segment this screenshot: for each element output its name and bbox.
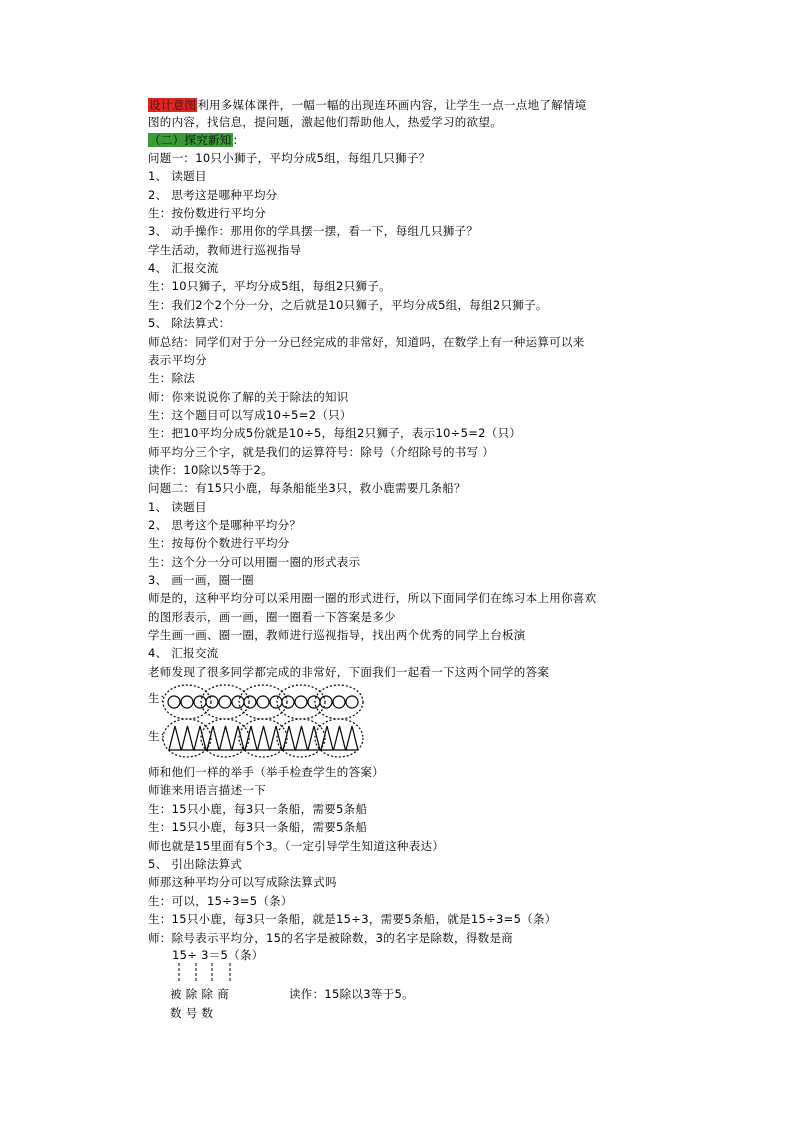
deer-triangle <box>308 726 320 750</box>
text-line: 学生画一画、圈一圈，教师进行巡视指导，找出两个优秀的同学上台板演 <box>148 628 526 643</box>
section-colon: ： <box>232 133 245 147</box>
deer-circle <box>333 696 345 708</box>
deer-circle <box>181 696 193 708</box>
text-line: 师和他们一样的举手（举手检查学生的答案） <box>148 765 384 779</box>
group-loop <box>239 685 287 719</box>
text-line: 师：你来说说你了解的关于除法的知识 <box>148 389 349 404</box>
text-line: 问题二：有15只小鹿，每条船能坐3只，救小鹿需要几条船？ <box>148 481 466 496</box>
group-loop <box>201 719 249 757</box>
equation-part-names: 被 除 除 商 <box>170 987 230 1001</box>
text-line: 学生活动，教师进行巡视指导 <box>148 242 302 257</box>
group-loop <box>315 685 363 719</box>
deer-circle <box>219 696 231 708</box>
text-line: 1、 读题目 <box>148 169 207 184</box>
equation-pointer-lines <box>172 963 242 985</box>
group-loop <box>163 685 211 719</box>
text-line: 读作：10除以5等于2。 <box>148 462 273 477</box>
deer-circle <box>194 696 206 708</box>
deer-circle <box>282 696 294 708</box>
intro-text: 利用多媒体课件，一幅一幅的出现连环画内容，让学生一点一点地了解情境 <box>197 98 587 112</box>
text-line: 老师发现了很多同学都完成的非常好，下面我们一起看一下这两个同学的答案 <box>148 664 550 679</box>
text-line: 4、 汇报交流 <box>148 646 219 661</box>
deer-triangle <box>232 726 244 750</box>
intro-label: 设计意图 <box>149 98 197 112</box>
triangle-grouping-diagram <box>160 716 370 760</box>
text-line: 表示平均分 <box>148 352 207 367</box>
deer-circle <box>320 696 332 708</box>
text-line: 2、 思考这个是哪种平均分？ <box>148 518 302 532</box>
text-line: 师谁来用语言描述一下 <box>148 783 266 798</box>
deer-triangle <box>346 726 358 750</box>
group-loop <box>277 719 325 757</box>
text-line: 师总结：同学们对于分一分已经完成的非常好，知道吗，在数学上有一种运算可以来 <box>148 334 585 349</box>
read-as: 读作：15除以3等于5。 <box>289 987 414 1001</box>
text-line: 5、 引出除法算式 <box>148 857 243 871</box>
text-line: 生：可以，15÷3=5（条） <box>148 893 293 908</box>
group-loop <box>201 685 249 719</box>
deer-circle <box>308 696 320 708</box>
text-line: 师平均分三个字，就是我们的运算符号：除号（介绍除号的书写 ） <box>148 444 495 459</box>
deer-triangle <box>194 726 206 750</box>
text-line: 2、 思考这是哪种平均分 <box>148 187 278 202</box>
text-line: 的图形表示，画一画，圈一圈看一下答案是多少 <box>148 609 396 624</box>
deer-circle <box>232 696 244 708</box>
text-line: 师是的，这种平均分可以采用圈一圈的形式进行，所以下面同学们在练习本上用你喜欢 <box>148 591 597 606</box>
text-line: 生：我们2个2个分一分，之后就是10只狮子，平均分成5组，每组2只狮子。 <box>148 297 548 312</box>
equation-part-names-row2: 数 号 数 <box>170 1006 214 1020</box>
diagram-label-2: 生： <box>148 729 172 743</box>
text-line: 生：15只小鹿，每3只一条船，需要5条船 <box>148 801 368 816</box>
deer-circle <box>270 696 282 708</box>
deer-triangle <box>270 726 282 750</box>
deer-triangle <box>258 726 270 750</box>
text-line: 生：除法 <box>148 371 196 386</box>
text-line: 师：除号表示平均分，15的名字是被除数，3的名字是除数，得数是商 <box>148 930 514 945</box>
section-label: （二）探究新知 <box>149 133 232 147</box>
deer-circle <box>206 696 218 708</box>
deer-triangle <box>220 726 232 750</box>
text-line: 生：把10平均分成5份就是10÷5，每组2只狮子，表示10÷5=2（只） <box>148 426 522 441</box>
deer-circle <box>295 696 307 708</box>
equation: 15÷ 3＝5（条） <box>172 948 264 962</box>
text-line: 师也就是15里面有5个3。（一定引导学生知道这种表达） <box>148 838 445 853</box>
text-line: 师那这种平均分可以写成除法算式吗 <box>148 875 337 890</box>
text-line: 生：这个分一分可以用圈一圈的形式表示 <box>148 554 361 569</box>
text-line: 生：15只小鹿，每3只一条船，需要5条船 <box>148 820 368 835</box>
text-line: 生：按每份个数进行平均分 <box>148 536 290 551</box>
text-line: 问题一：10只小狮子，平均分成5组，每组几只狮子？ <box>148 151 431 165</box>
group-loop <box>239 719 287 757</box>
text-line: 生：15只小鹿，每3只一条船，就是15÷3，需要5条船，就是15÷3=5（条） <box>148 912 557 927</box>
intro-line-1 <box>148 97 587 113</box>
deer-circle <box>346 696 358 708</box>
group-loop <box>163 719 211 757</box>
deer-circle <box>257 696 269 708</box>
intro-line-2: 图的内容，找信息，提问题，激起他们帮助他人，热爱学习的欲望。 <box>148 115 502 129</box>
deer-triangle <box>182 726 194 750</box>
deer-circle <box>244 696 256 708</box>
section-heading <box>148 132 244 148</box>
text-line: 3、 画一画，圈一圈 <box>148 573 254 588</box>
text-line: 生：这个题目可以写成10÷5=2（只） <box>148 407 352 422</box>
deer-circle <box>168 696 180 708</box>
deer-triangle <box>334 726 346 750</box>
diagram-label-1: 生： <box>148 691 172 705</box>
group-loop <box>315 719 363 757</box>
text-line: 生：按份数进行平均分 <box>148 206 266 221</box>
deer-triangle <box>169 726 181 750</box>
deer-triangle <box>296 726 308 750</box>
text-line: 4、 汇报交流 <box>148 261 219 276</box>
text-line: 1、 读题目 <box>148 499 207 514</box>
text-line: 5、 除法算式： <box>148 316 231 331</box>
text-line: 3、 动手操作：那用你的学具摆一摆，看一下，每组几只狮子？ <box>148 224 479 239</box>
text-line: 生：10只狮子，平均分成5组，每组2只狮子。 <box>148 279 391 294</box>
group-loop <box>277 685 325 719</box>
